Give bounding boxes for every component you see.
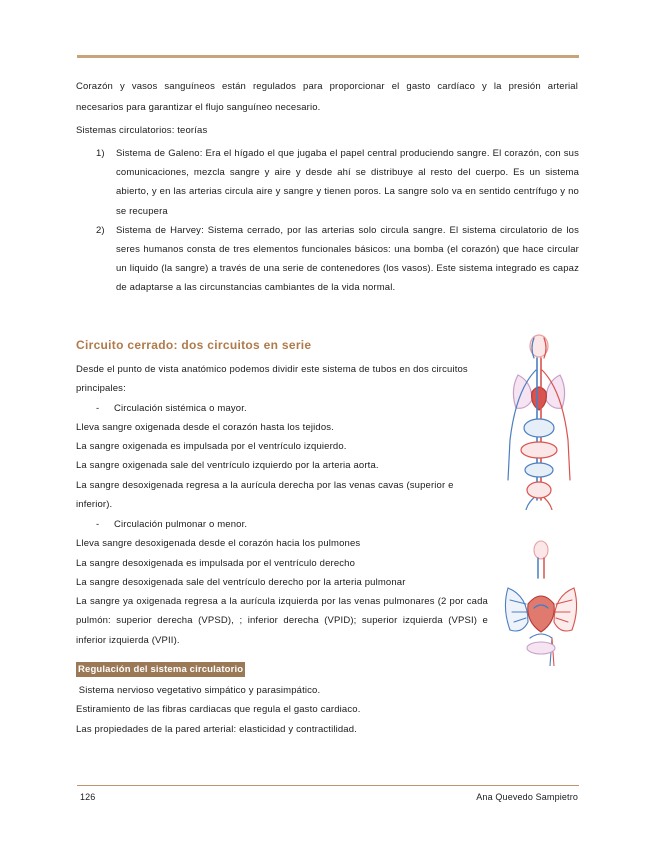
theory-item-harvey <box>96 221 579 298</box>
pulmonary-block <box>76 515 488 650</box>
intro-line-2: necesarios para garantizar el flujo sanguíneo necesario. <box>76 102 321 113</box>
theory-text: Sistema de Galeno: Era el hígado el que jugaba el papel central produciendo sangre. El corazón, con sus comunicaciones, mezcla sangre y aire y desde ahí se distribuye al resto del cuerpo. Es un sistema abierto, y en las arterias circula aire y sangre y tienen poros. La sangre solo va en sentido centrífugo y no se recupera <box>116 148 579 217</box>
theory-text: Sistema de Harvey: Sistema cerrado, por las arterias solo circula sangre. El sistema circulatorio de los seres humanos consta de tres elementos funcionales básicos: una bomba (el corazón) que hace circular un liquido (la sangre) a través de una serie de contenedores (los vasos). Este sistema integrado es capaz de adaptarse a las circunstancias cambiantes de la vida normal. <box>116 224 579 294</box>
theory-list <box>96 144 579 298</box>
theories-title: Sistemas circulatorios: teorías <box>76 125 208 136</box>
systemic-line: Lleva sangre oxigenada desde el corazón hasta los tejidos. <box>76 421 334 433</box>
footer-rule <box>77 785 579 786</box>
theory-number: 2) <box>96 224 105 236</box>
bullet-systemic <box>76 399 488 418</box>
bullet-label: Circulación sistémica o mayor. <box>114 402 247 414</box>
systemic-line: La sangre desoxigenada regresa a la aurícula derecha por las venas cavas (superior e inferior). <box>76 479 454 511</box>
regulation-line: Sistema nervioso vegetativo simpático y parasimpático. <box>76 685 321 696</box>
systemic-line: La sangre oxigenada sale del ventrículo izquierdo por la arteria aorta. <box>76 460 379 472</box>
regulation-block <box>76 681 576 739</box>
page-number: 126 <box>80 792 96 802</box>
intro-paragraph <box>76 76 578 118</box>
header-rule <box>77 55 579 58</box>
pulmonary-line: Lleva sangre desoxigenada desde el corazón hacia los pulmones <box>76 538 361 550</box>
systemic-block <box>76 360 488 514</box>
pulmonary-line: La sangre desoxigenada es impulsada por el ventrículo derecho <box>76 557 356 569</box>
theory-item-galeno <box>96 144 579 221</box>
footer-author: Ana Quevedo Sampietro <box>476 792 578 802</box>
bullet-label: Circulación pulmonar o menor. <box>114 519 248 530</box>
heart-lungs-illustration <box>500 538 582 666</box>
section-heading-regulation: Regulación del sistema circulatorio <box>78 664 244 675</box>
intro-line-1: Corazón y vasos sanguíneos están regulados para proporcionar el gasto cardíaco y la presión arterial <box>76 81 578 92</box>
pulmonary-line: La sangre ya oxigenada regresa a la aurícula izquierda por las venas pulmonares (2 por cada pulmón: superior derecha (VPSD), ; inferior derecha (VPID); superior izquierda (VPSI) e inferior izquierda (VPII). <box>76 596 488 646</box>
bullet-pulmonary <box>76 515 488 534</box>
theory-number: 1) <box>96 148 105 159</box>
bullet-dash: - <box>96 519 100 530</box>
pulmonary-line: La sangre desoxigenada sale del ventrículo derecho por la arteria pulmonar <box>76 576 406 588</box>
regulation-line: Las propiedades de la pared arterial: elasticidad y contractilidad. <box>76 723 357 735</box>
section-heading-circuit: Circuito cerrado: dos circuitos en serie <box>76 338 312 352</box>
regulation-line: Estiramiento de las fibras cardiacas que regula el gasto cardiaco. <box>76 704 361 716</box>
circuit-intro: Desde el punto de vista anatómico podemos dividir este sistema de tubos en dos circuitos principales: <box>76 364 468 395</box>
body-circulation-illustration <box>496 330 582 510</box>
systemic-line: La sangre oxigenada es impulsada por el ventrículo izquierdo. <box>76 441 347 453</box>
bullet-dash: - <box>96 402 100 414</box>
